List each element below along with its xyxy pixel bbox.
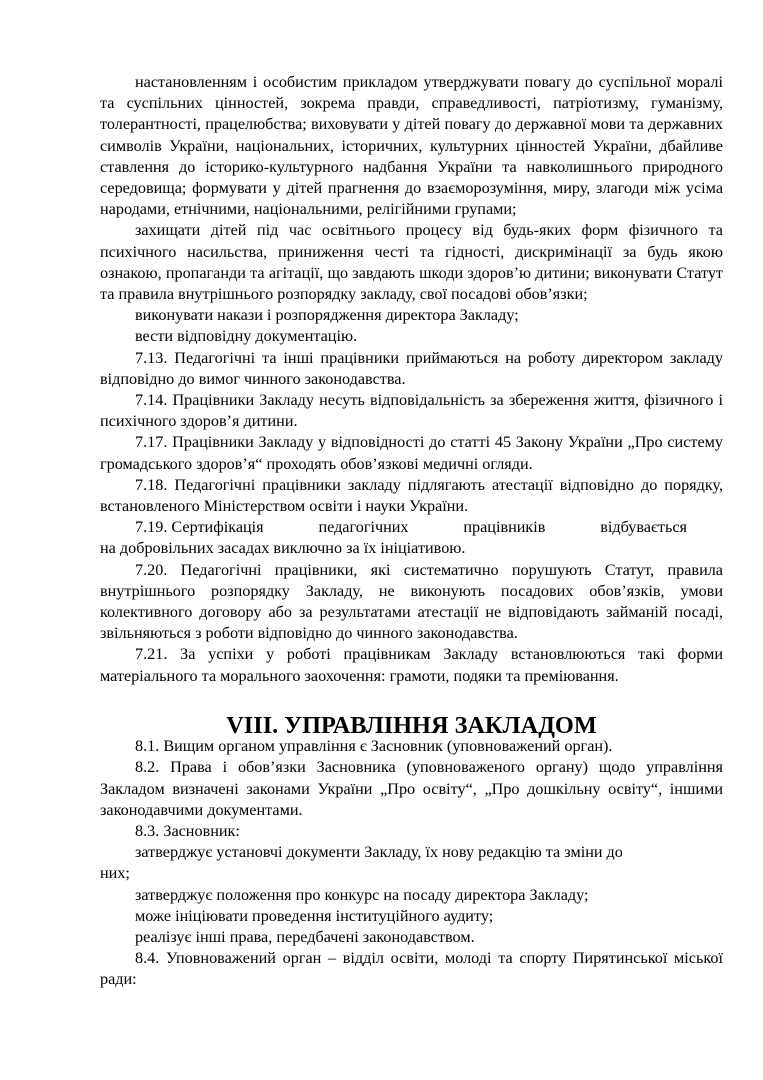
paragraph-8-3: 8.3. Засновник:: [135, 821, 240, 840]
paragraph-8-3-c: може ініціювати проведення інституційного аудиту;: [135, 906, 494, 925]
paragraph-8-3-a: затверджує установчі документи Закладу, їх нову редакцію та зміни до: [135, 843, 623, 862]
paragraph-7-19-word-2: педагогічних: [318, 518, 409, 537]
paragraph-7-13: 7.13. Педагогічні та інші працівники приймаються на роботу директором закладу відповідно до вимог чинного законодавства.: [100, 348, 723, 388]
paragraph-8-3-a-continuation: них;: [100, 864, 130, 883]
paragraph-duty-protect: захищати дітей під час освітнього процесу від будь-яких форм фізичного та психічного насильства, приниження честі та гідності, дискримінації за будь якою ознакою, пропаганди та агітації, що завдають шкоди здоров’ю дитини; виконувати Статут та правила внутрішнього розпорядку закладу, свої посадові обов’язки;: [100, 221, 723, 304]
paragraph-8-1: 8.1. Вищим органом управління є Засновник (уповноважений орган).: [135, 737, 613, 756]
paragraph-7-21: 7.21. За успіхи у роботі працівникам Закладу встановлюються такі форми матеріального та морального заохочення: грамоти, подяки та преміювання.: [100, 645, 723, 685]
paragraph-7-14: 7.14. Працівники Закладу несуть відповідальність за збереження життя, фізичного і психічного здоров’я дитини.: [100, 391, 723, 431]
paragraph-duty-orders: виконувати накази і розпорядження директора Закладу;: [135, 306, 519, 325]
paragraph-8-2: 8.2. Права і обов’язки Засновника (уповноваженого органу) щодо управління Закладом визначені законами України „Про освіту“, „Про дошкільну освіту“, іншими законодавчими документами.: [100, 758, 723, 819]
paragraph-7-17: 7.17. Працівники Закладу у відповідності до статті 45 Закону України „Про систему громадського здоров’я“ проходять обов’язкові медичні огляди.: [100, 433, 723, 473]
paragraph-7-19-line: [100, 517, 723, 538]
paragraph-7-20: 7.20. Педагогічні працівники, які систематично порушують Статут, правила внутрішнього розпорядку Закладу, не виконують посадових обов’язків, умови колективного договору або за результатами атестації не відповідають займаній посаді, звільняються з роботи відповідно до чинного законодавства.: [100, 560, 723, 643]
paragraph-duty-docs: вести відповідну документацію.: [135, 327, 358, 346]
paragraph-8-3-b: затверджує положення про конкурс на посаду директора Закладу;: [135, 885, 589, 904]
paragraph-8-4: 8.4. Уповноважений орган – відділ освіти, молоді та спорту Пирятинської міської ради:: [100, 949, 723, 989]
paragraph-duty-values: настановленням і особистим прикладом утверджувати повагу до суспільної моралі та суспільних цінностей, зокрема правди, справедливості, патріотизму, гуманізму, толерантності, працелюбства; виховувати у дітей повагу до державної мови та державних символів України, національних, історичних, культурних цінностей України, дбайливе ставлення до історико-культурного надбання України та навколишнього природного середовища; формувати у дітей прагнення до взаєморозуміння, миру, злагоди між усіма народами, етнічними, національними, релігійними групами;: [100, 73, 723, 219]
document-page: [100, 72, 723, 991]
paragraph-7-19-word-4: відбувається: [600, 518, 687, 537]
section-heading: VIII. УПРАВЛІННЯ ЗАКЛАДОМ: [226, 711, 597, 739]
paragraph-8-3-d: реалізує інші права, передбачені законодавством.: [135, 927, 475, 946]
paragraph-7-18: 7.18. Педагогічні працівники закладу підлягають атестації відповідно до порядку, встановленого Міністерством освіти і науки України.: [100, 475, 723, 516]
paragraph-7-19-word-3: працівників: [463, 518, 546, 537]
paragraph-7-19-continuation: на добровільних засадах виключно за їх ініціативою.: [100, 539, 466, 558]
paragraph-7-19-word-1: 7.19. Сертифікація: [135, 518, 264, 537]
